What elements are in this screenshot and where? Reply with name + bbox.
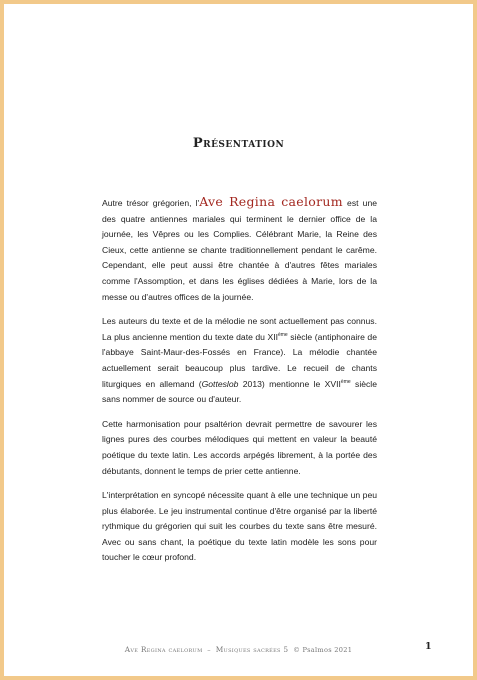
body-text — [102, 194, 377, 575]
p2-text-1: Les auteurs du texte et de la mélodie ne sont actuellement pas connus. La plus ancienne mention du texte date du XII — [102, 316, 377, 342]
footer-work-title: Ave Regina caelorum — [124, 645, 203, 654]
p2-superscript-2: ème — [340, 378, 351, 385]
ave-regina-highlight: Ave Regina caelorum — [199, 194, 343, 209]
p1-text-before: Autre trésor grégorien, l' — [102, 198, 200, 208]
gotteslob-italic: Gotteslob — [201, 378, 239, 389]
page-title: Présentation — [192, 136, 285, 151]
footer-series: Musiques sacrées 5 — [215, 645, 289, 654]
paragraph-2 — [102, 314, 377, 408]
paragraph-3: Cette harmonisation pour psaltérion devrait permettre de savourer les lignes pures des courbes mélodiques qui mettent en valeur la beauté poétique du texte latin. Les accords arpégés librement, à la portée des débutants, donnent le temps de prier cette antienne. — [102, 418, 377, 476]
p2-text-4: siècle sans nommer de source ou d'auteur. — [102, 378, 377, 405]
paragraph-1 — [102, 194, 377, 305]
p2-text-3: 2013) mentionne le XVII — [238, 378, 341, 389]
paragraph-4: L'interprétation en syncopé nécessite quant à elle une technique un peu plus élaborée. Le jeu instrumental continue d'être organisé par la liberté rythmique du grégorien qui suit les courbes du texte sans être mesuré. Avec ou sans chant, la poétique du texte latin modèle les sons pour toucher le cœur profond. — [102, 490, 377, 563]
page-number: 1 — [425, 641, 432, 652]
p2-superscript-1: ème — [277, 331, 288, 338]
footer-copyright: © Psalmos 2021 — [288, 646, 353, 654]
footer — [4, 645, 473, 654]
document-page — [4, 4, 473, 676]
p2-text-2: siècle (antiphonaire de l'abbaye Saint-Maur-des-Fossés en France). La mélodie chantée actuellement serait beaucoup plus tardive. Le recueil de chants liturgiques en allemand ( — [102, 331, 377, 389]
p1-text-after: est une des quatre antiennes mariales qui terminent le dernier office de la journée, les Vêpres ou les Complies. Célébrant Marie, la Reine des Cieux, cette antienne se chante traditionnellement pendant le carême. Cependant, elle peut aussi être chantée à d'autres fêtes mariales comme l'Assomption, et dans les églises dédiées à Marie, lors de la messe ou d'autres offices de la journée. — [102, 198, 377, 302]
footer-separator: – — [202, 646, 216, 654]
